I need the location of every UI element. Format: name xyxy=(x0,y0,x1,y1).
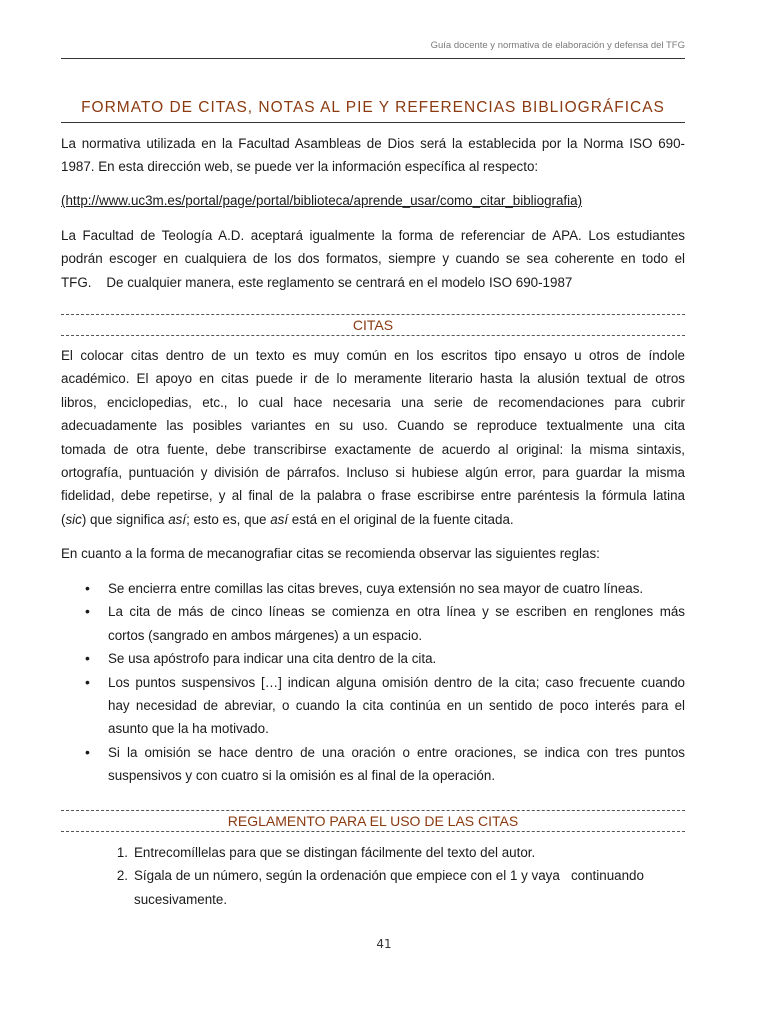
page-title: FORMATO DE CITAS, NOTAS AL PIE Y REFERENCIAS BIBLIOGRÁFICAS xyxy=(81,99,665,116)
citation-rules-list xyxy=(61,577,685,788)
bibliography-link[interactable]: (http://www.uc3m.es/portal/page/portal/biblioteca/aprende_usar/como_citar_bibliografia) xyxy=(61,193,583,208)
text-line: tomada de otra fuente, debe transcribirse exactamente de acuerdo al original: la misma sintaxis, xyxy=(61,441,685,457)
list-item xyxy=(61,647,685,670)
reference-link-paragraph xyxy=(61,189,685,212)
text-line: Se usa apóstrofo para indicar una cita dentro de la cita. xyxy=(108,651,437,667)
intro-paragraph-2 xyxy=(61,224,685,294)
list-item xyxy=(108,841,685,864)
citas-paragraph-1 xyxy=(61,344,685,531)
list-item xyxy=(61,741,685,788)
running-header: Guía docente y normativa de elaboración y defensa del TFG xyxy=(430,40,685,51)
citas-paragraph-2 xyxy=(61,542,685,565)
italic-term-asi: así xyxy=(270,511,289,527)
text-line: adecuadamente las posibles variantes en su uso. Cuando se reproduce textualmente una cita xyxy=(61,418,685,434)
text-line: El colocar citas dentro de un texto es muy común en los escritos tipo ensayo u otros de índole xyxy=(61,348,685,363)
text-line: suspensivos y con cuatro si la omisión es al final de la operación. xyxy=(108,768,496,784)
text-line: La normativa utilizada en la Facultad Asambleas de Dios será la establecida por la Norma ISO 690- xyxy=(61,136,685,151)
text-line: Sígala de un número, según la ordenación que empiece con el 1 y vaya continuando xyxy=(134,868,644,884)
text-fragment: ( xyxy=(61,511,66,527)
text-line: 1987. En esta dirección web, se puede ver la información específica al respecto: xyxy=(61,159,539,175)
text-line: Se encierra entre comillas las citas breves, cuya extensión no sea mayor de cuatro líneas. xyxy=(108,581,644,596)
list-item xyxy=(61,600,685,647)
text-line: ortografía, puntuación y división de párrafos. Incluso si hubiese algún error, para guardar la misma xyxy=(61,465,685,481)
text-fragment: ) que significa xyxy=(81,511,169,527)
text-line: La Facultad de Teología A.D. aceptará igualmente la forma de referenciar de APA. Los estudiantes xyxy=(61,228,685,243)
text-line: Los puntos suspensivos […] indican alguna omisión dentro de la cita; caso frecuente cuando xyxy=(108,674,685,690)
text-line: cortos (sangrado en ambos márgenes) a un espacio. xyxy=(108,627,423,643)
header-divider xyxy=(61,58,685,59)
reglamento-list xyxy=(108,841,685,911)
section-heading-reglamento: REGLAMENTO PARA EL USO DE LAS CITAS xyxy=(61,810,685,832)
intro-paragraph-1 xyxy=(61,132,685,179)
list-item xyxy=(61,671,685,741)
text-line: Entrecomíllelas para que se distingan fácilmente del texto del autor. xyxy=(134,845,536,860)
text-line: podrán escoger en cualquiera de los dos formatos, siempre y cuando se sea coherente en todo el xyxy=(61,251,685,267)
text-fragment: ; esto es, que xyxy=(186,511,271,527)
text-line: asunto que la ha motivado. xyxy=(108,721,269,737)
text-line: académico. El apoyo en citas puede ir de lo meramente literario hasta la alusión textual de otros xyxy=(61,371,685,387)
list-number: 2. xyxy=(116,868,128,884)
text-line: Si la omisión se hace dentro de una oración o entre oraciones, se indica con tres puntos xyxy=(108,744,685,760)
text-line xyxy=(61,508,685,531)
bullet-icon: • xyxy=(85,603,90,620)
text-line: fidelidad, debe repetirse, y al final de la palabra o frase escribirse entre paréntesis la fórmula latina xyxy=(61,488,685,504)
title-divider xyxy=(61,122,685,123)
text-line: TFG. De cualquier manera, este reglamento se centrará en el modelo ISO 690-1987 xyxy=(61,274,573,290)
text-line: sucesivamente. xyxy=(134,891,228,907)
list-item xyxy=(108,864,685,911)
section-heading-citas: CITAS xyxy=(61,314,685,336)
bullet-icon: • xyxy=(85,650,90,667)
text-fragment: está en el original de la fuente citada. xyxy=(288,511,514,527)
text-line: libros, enciclopedias, etc., lo cual hace necesaria una serie de recomendaciones para cubrir xyxy=(61,394,685,410)
text-line: La cita de más de cinco líneas se comienza en otra línea y se escriben en renglones más xyxy=(108,604,685,620)
text-line: En cuanto a la forma de mecanografiar citas se recomienda observar las siguientes reglas: xyxy=(61,546,600,561)
text-line: hay necesidad de abreviar, o cuando la cita continúa en un sentido de poco interés para el xyxy=(108,698,685,714)
bullet-icon: • xyxy=(85,673,90,690)
bullet-icon: • xyxy=(85,743,90,760)
italic-term-asi: así xyxy=(168,511,187,527)
italic-term-sic: sic xyxy=(65,511,82,527)
list-number: 1. xyxy=(116,845,128,860)
page-number: 41 xyxy=(376,937,392,951)
bullet-icon: • xyxy=(85,580,90,596)
list-item xyxy=(61,577,685,600)
